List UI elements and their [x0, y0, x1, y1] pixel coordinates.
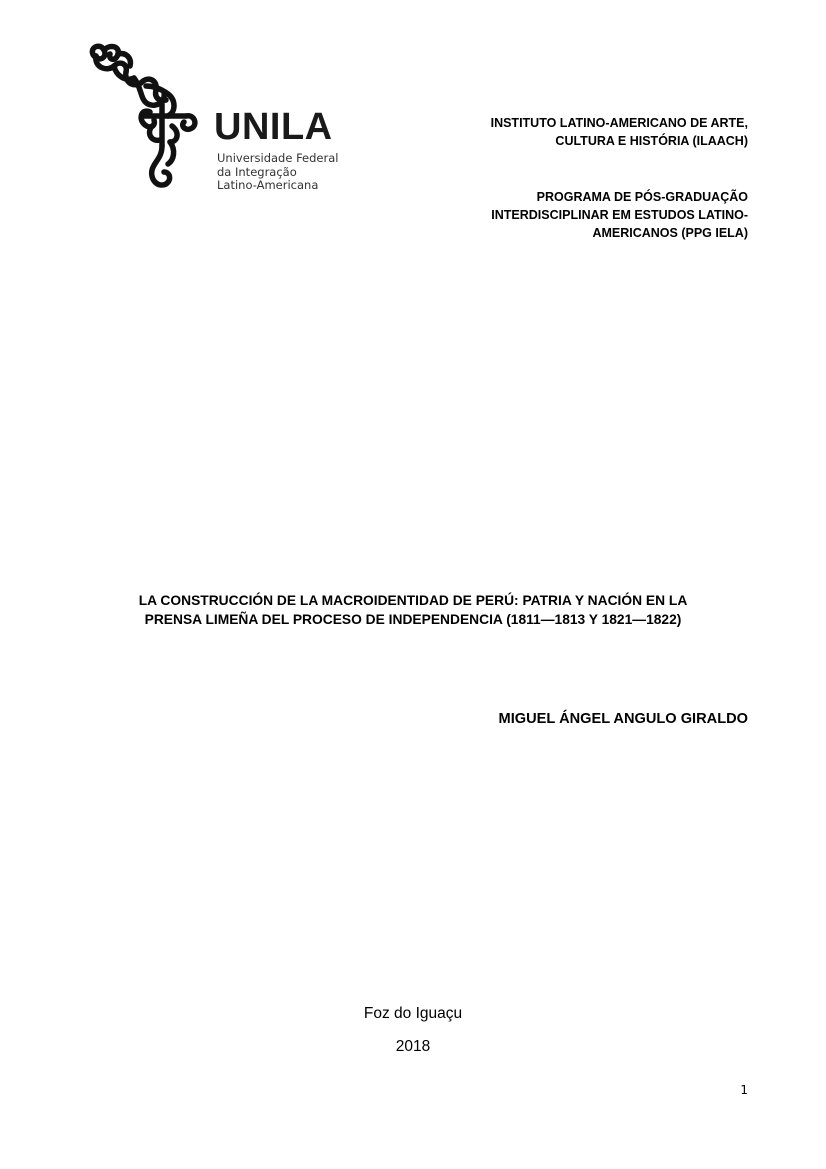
thesis-title-line: PRENSA LIMEÑA DEL PROCESO DE INDEPENDENCIA (1811—1813 Y 1821—1822)	[144, 612, 682, 627]
page-number: 1	[740, 1083, 748, 1097]
unila-knot-logo-icon	[86, 42, 206, 198]
author-name: MIGUEL ÁNGEL ANGULO GIRALDO	[498, 711, 748, 727]
city: Foz do Iguaçu	[363, 1005, 463, 1022]
program-heading	[491, 188, 748, 242]
logo-wordmark: UNILA	[214, 106, 333, 148]
program-line: AMERICANOS (PPG IELA)	[592, 226, 748, 240]
thesis-title-line: LA CONSTRUCCIÓN DE LA MACROIDENTIDAD DE PERÚ: PATRIA Y NACIÓN EN LA	[138, 593, 688, 608]
logo-subtitle-line: Latino-Americana	[217, 178, 319, 192]
institute-heading	[491, 114, 748, 150]
logo-subtitle-line: da Integração	[217, 164, 297, 179]
year: 2018	[395, 1038, 431, 1055]
institute-line: INSTITUTO LATINO-AMERICANO DE ARTE,	[490, 116, 748, 130]
logo-subtitle-line: Universidade Federal	[217, 151, 339, 165]
logo-subtitle	[217, 152, 338, 193]
thesis-title	[60, 591, 766, 629]
unila-logo	[86, 42, 346, 202]
program-line: INTERDISCIPLINAR EM ESTUDOS LATINO-	[491, 208, 748, 222]
program-line: PROGRAMA DE PÓS-GRADUAÇÃO	[536, 190, 748, 204]
institute-line: CULTURA E HISTÓRIA (ILAACH)	[555, 134, 748, 148]
